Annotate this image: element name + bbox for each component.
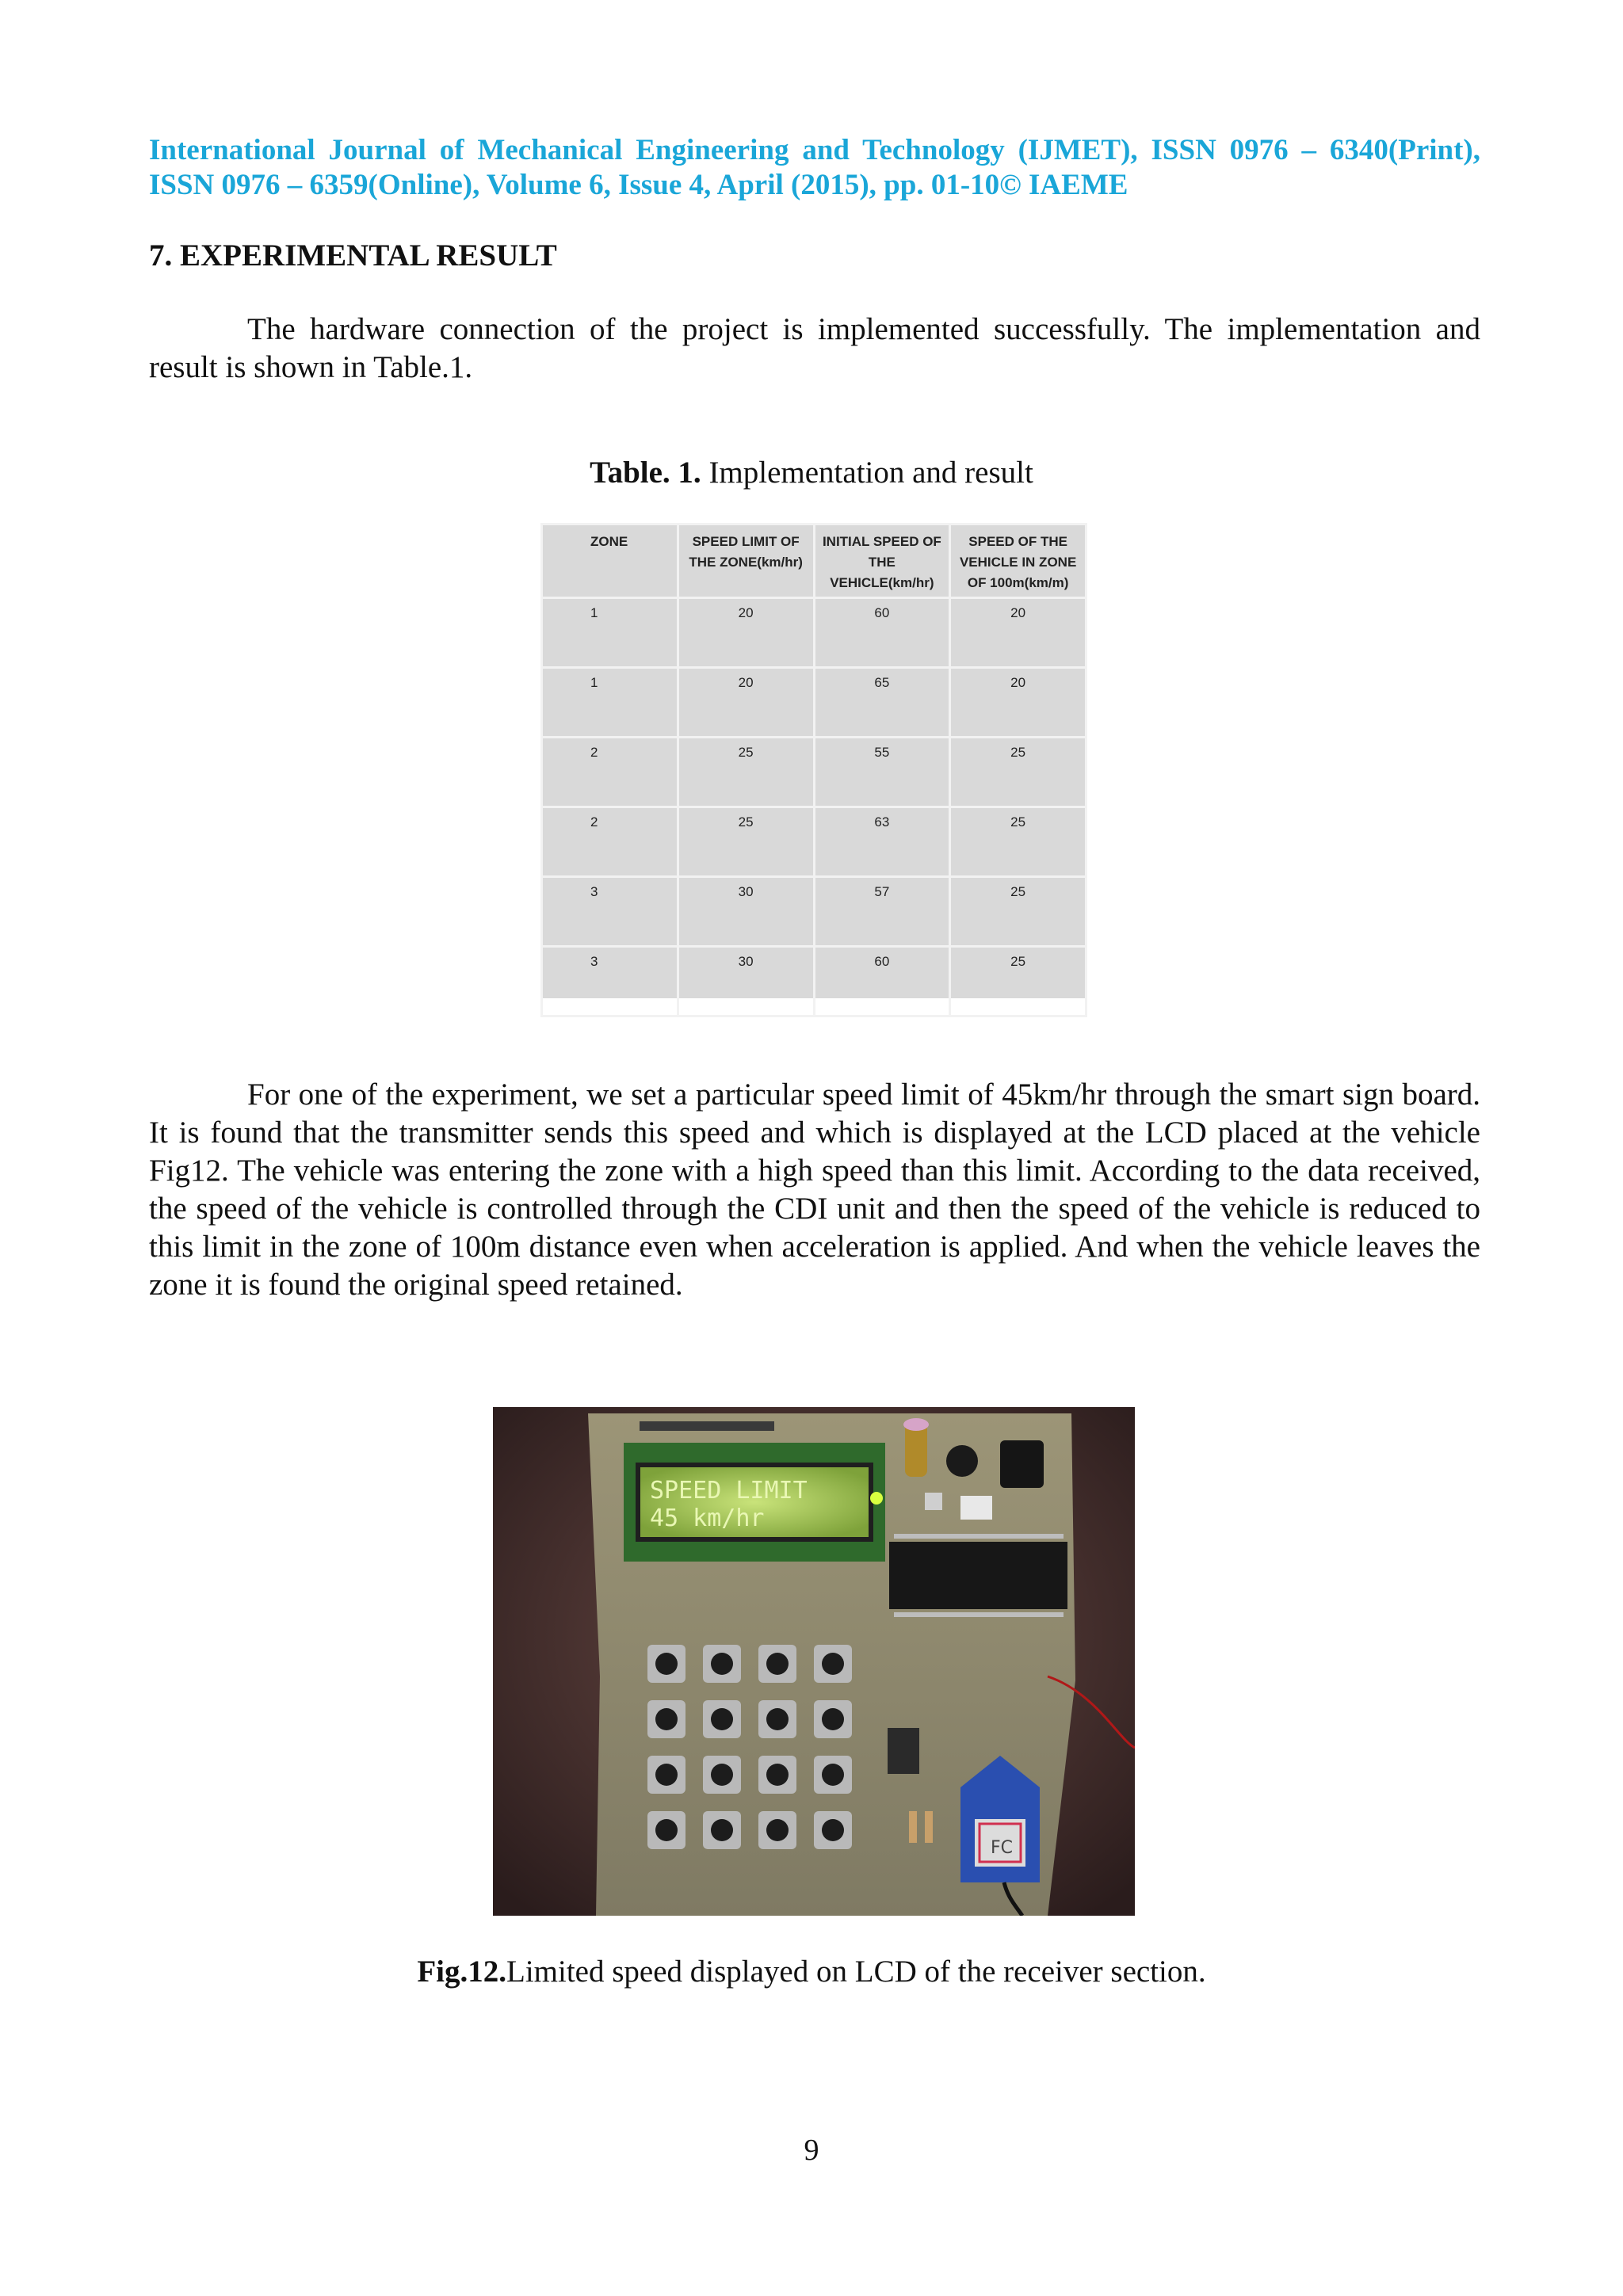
table-header-cell: ZONE xyxy=(542,524,678,598)
table-cell: 20 xyxy=(950,668,1086,738)
table-cell: 25 xyxy=(950,738,1086,807)
results-table xyxy=(540,523,1087,1017)
table-cell: 20 xyxy=(678,598,814,668)
table-cell: 1 xyxy=(542,668,678,738)
lcd-line-2: 45 km/hr xyxy=(650,1505,765,1532)
rf-module-label: FC xyxy=(991,1838,1014,1858)
table-cell: 2 xyxy=(542,807,678,877)
table-cell: 25 xyxy=(950,947,1086,1016)
table-cell: 30 xyxy=(678,947,814,1016)
table-cell: 20 xyxy=(678,668,814,738)
voltage-regulator xyxy=(888,1728,919,1774)
paragraph-intro: The hardware connection of the project is implemented successfully. The implementation and result is shown in Table.1. xyxy=(149,312,1480,384)
table-cell: 57 xyxy=(814,877,950,947)
page-number: 9 xyxy=(804,2134,819,2167)
figure-caption-label: Fig.12. xyxy=(417,1955,506,1989)
table-header-cell: SPEED LIMIT OF THE ZONE(km/hr) xyxy=(678,524,814,598)
dc-jack xyxy=(1000,1440,1044,1488)
table-header-row xyxy=(542,524,1086,598)
buzzer xyxy=(946,1445,978,1477)
table-cell: 3 xyxy=(542,877,678,947)
table-row xyxy=(542,598,1086,668)
microcontroller-chip xyxy=(889,1542,1067,1609)
table-row xyxy=(542,668,1086,738)
table-cell: 25 xyxy=(678,807,814,877)
section-title: 7. EXPERIMENTAL RESULT xyxy=(149,238,557,273)
receiver-board-photo xyxy=(493,1407,1135,1916)
table-row xyxy=(542,947,1086,1016)
table-cell: 60 xyxy=(814,598,950,668)
table-caption-label: Table. 1. xyxy=(590,456,701,490)
table-cell: 20 xyxy=(950,598,1086,668)
table-cell: 55 xyxy=(814,738,950,807)
table-header-cell: SPEED OF THE VEHICLE IN ZONE OF 100m(km/m) xyxy=(950,524,1086,598)
figure-caption xyxy=(0,1954,1623,1989)
lcd-line-1: SPEED LIMIT xyxy=(650,1477,808,1505)
table-cell: 65 xyxy=(814,668,950,738)
table-cell: 25 xyxy=(950,877,1086,947)
led-icon xyxy=(870,1492,883,1505)
table-row xyxy=(542,738,1086,807)
table-cell: 60 xyxy=(814,947,950,1016)
table-row xyxy=(542,877,1086,947)
table-cell: 63 xyxy=(814,807,950,877)
table-cell: 2 xyxy=(542,738,678,807)
table-caption xyxy=(0,455,1623,490)
results-table-image xyxy=(540,523,1087,998)
table-cell: 25 xyxy=(678,738,814,807)
pin-header xyxy=(640,1421,774,1431)
resistor xyxy=(925,1811,933,1843)
table-cell: 3 xyxy=(542,947,678,1016)
table-header-cell: INITIAL SPEED OF THE VEHICLE(km/hr) xyxy=(814,524,950,598)
table-cell: 1 xyxy=(542,598,678,668)
table-caption-text: Implementation and result xyxy=(701,456,1033,490)
table-cell: 30 xyxy=(678,877,814,947)
journal-header: International Journal of Mechanical Engineering and Technology (IJMET), ISSN 0976 – 6340(Print), ISSN 0976 – 6359(Online), Volume 6, Issue 4, April (2015), pp. 01-10© IAEME xyxy=(149,134,1480,201)
figure-caption-text: Limited speed displayed on LCD of the receiver section. xyxy=(506,1955,1206,1989)
paragraph-experiment: For one of the experiment, we set a particular speed limit of 45km/hr through the smart sign board. It is found that the transmitter sends this speed and which is displayed at the LCD placed at the vehicle Fig12. The vehicle was entering the zone with a high speed than this limit. According to the data received, the speed of the vehicle is controlled through the CDI unit and then the speed of the vehicle is reduced to this limit in the zone of 100m distance even when acceleration is applied. And when the vehicle leaves the zone it is found the original speed retained. xyxy=(149,1077,1480,1302)
table-cell: 25 xyxy=(950,807,1086,877)
reset-switch xyxy=(925,1493,942,1510)
resistor xyxy=(909,1811,917,1843)
table-row xyxy=(542,807,1086,877)
